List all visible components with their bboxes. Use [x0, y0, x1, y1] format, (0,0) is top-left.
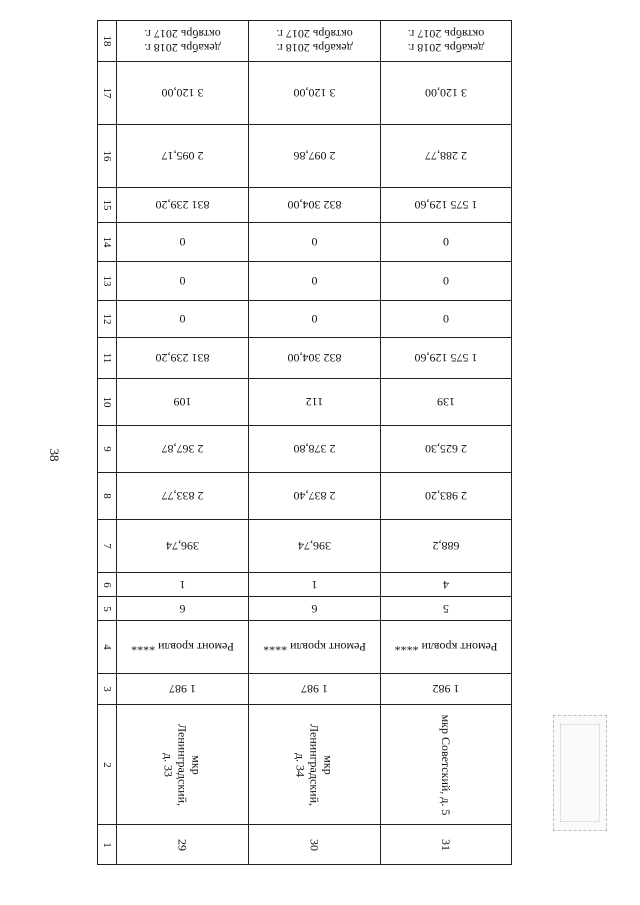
cell-text: 2 837,40 — [293, 489, 336, 503]
table-cell — [249, 520, 381, 573]
table-cell — [117, 21, 249, 62]
table-cell — [381, 262, 512, 301]
table-cell — [117, 573, 249, 597]
cell-text: 2 833,77 — [161, 489, 204, 503]
table-cell — [249, 338, 381, 379]
cell-text: 29 — [175, 838, 190, 851]
cell-line: Ленинградский, — [175, 723, 190, 806]
address-text — [439, 705, 453, 825]
table-row — [98, 473, 512, 520]
cell-text: 0 — [311, 312, 318, 326]
cell-text: 2 378,80 — [293, 442, 336, 456]
column-number: 10 — [101, 396, 113, 408]
column-number: 17 — [101, 87, 113, 99]
table-cell — [381, 705, 512, 825]
column-number-cell — [98, 21, 117, 62]
cell-text: 139 — [437, 395, 455, 409]
table-row — [98, 301, 512, 338]
table-row — [98, 674, 512, 705]
table-cell — [381, 21, 512, 62]
cell-text: 0 — [311, 235, 318, 249]
page-number: 38 — [47, 448, 62, 462]
cell-line: д. 33 — [161, 752, 176, 777]
cell-text: 832 304,00 — [287, 351, 342, 365]
column-number-cell — [98, 62, 117, 125]
cell-text: 0 — [311, 274, 318, 288]
cell-text: 2 367,87 — [161, 442, 204, 456]
column-number-cell — [98, 597, 117, 621]
table-cell — [249, 188, 381, 223]
column-number: 1 — [101, 841, 113, 848]
cell-text: 832 304,00 — [287, 198, 342, 212]
table-cell — [249, 426, 381, 473]
table-row — [98, 379, 512, 426]
table-row — [98, 705, 512, 825]
cell-text: Ремонт кровли **** — [394, 640, 498, 654]
column-number: 16 — [101, 150, 113, 162]
column-number-cell — [98, 188, 117, 223]
column-number-cell — [98, 338, 117, 379]
cell-text — [249, 27, 380, 55]
cell-text: 3 120,00 — [425, 86, 467, 100]
column-number-cell — [98, 125, 117, 188]
column-number: 11 — [101, 352, 113, 364]
cell-text — [117, 27, 248, 55]
cell-text: 0 — [443, 312, 449, 326]
table-cell — [249, 125, 381, 188]
table-cell — [117, 379, 249, 426]
cell-text: 831 239,20 — [155, 198, 210, 212]
cell-text: 0 — [179, 274, 186, 288]
table-cell — [381, 338, 512, 379]
cell-line: декабрь 2018 г. — [407, 41, 485, 55]
column-number: 5 — [101, 605, 113, 612]
column-number: 8 — [101, 493, 113, 499]
cell-text: 2 097,86 — [293, 149, 336, 163]
table-cell — [117, 825, 249, 865]
cell-line: мкр — [189, 754, 204, 775]
cell-text: 30 — [307, 838, 322, 851]
table-cell — [249, 573, 381, 597]
table-cell — [117, 473, 249, 520]
cell-text: 831 239,20 — [155, 351, 210, 365]
column-number-cell — [98, 520, 117, 573]
column-number: 18 — [101, 35, 113, 47]
column-number-cell — [98, 674, 117, 705]
table-cell — [381, 520, 512, 573]
table-cell — [117, 125, 249, 188]
cell-text: 396,74 — [298, 539, 331, 553]
column-number-cell — [98, 262, 117, 301]
table-row — [98, 223, 512, 262]
table-cell — [381, 621, 512, 674]
cell-text: 1 575 129,60 — [414, 198, 478, 212]
table-row — [98, 621, 512, 674]
column-number-cell — [98, 426, 117, 473]
column-number-cell — [98, 573, 117, 597]
table-cell — [249, 621, 381, 674]
cell-line: октябрь 2017 г. — [276, 27, 353, 41]
cell-text: 3 120,00 — [161, 86, 204, 100]
column-number-cell — [98, 379, 117, 426]
cell-text: 1 987 — [301, 682, 328, 696]
repair-schedule-table — [97, 20, 512, 865]
cell-line: мкр — [321, 754, 336, 775]
cell-line: декабрь 2018 г. — [276, 41, 353, 55]
cell-text: 1 982 — [432, 682, 460, 696]
table-cell — [249, 825, 381, 865]
table-cell — [249, 223, 381, 262]
table-cell — [117, 338, 249, 379]
table-cell — [249, 473, 381, 520]
table-row — [98, 520, 512, 573]
table-cell — [381, 573, 512, 597]
table-cell — [117, 223, 249, 262]
table-row — [98, 426, 512, 473]
cell-text — [381, 27, 511, 55]
table-cell — [381, 379, 512, 426]
table-cell — [381, 62, 512, 125]
table-cell — [117, 301, 249, 338]
cell-text: 396,74 — [166, 539, 199, 553]
cell-text: 5 — [443, 601, 449, 616]
cell-text: 109 — [173, 395, 192, 409]
column-number: 15 — [101, 199, 113, 211]
cell-text: 2 288,77 — [425, 149, 467, 163]
table-cell — [381, 473, 512, 520]
column-number-cell — [98, 473, 117, 520]
table-cell — [117, 188, 249, 223]
table-cell — [117, 426, 249, 473]
column-number: 6 — [101, 581, 113, 588]
cell-text: 688,2 — [432, 539, 460, 553]
cell-text: 6 — [179, 601, 186, 616]
address-text — [162, 705, 204, 825]
cell-text: 2 625,30 — [425, 442, 467, 456]
table-cell — [381, 825, 512, 865]
table-cell — [381, 301, 512, 338]
address-text — [294, 705, 336, 825]
cell-line: октябрь 2017 г. — [407, 27, 485, 41]
table-row — [98, 262, 512, 301]
cell-text: 3 120,00 — [293, 86, 336, 100]
column-number-cell — [98, 705, 117, 825]
column-number-cell — [98, 621, 117, 674]
table-cell — [381, 674, 512, 705]
table-cell — [117, 621, 249, 674]
cell-text: 1 575 129,60 — [414, 351, 478, 365]
table-cell — [249, 62, 381, 125]
table-row — [98, 188, 512, 223]
column-number-cell — [98, 825, 117, 865]
table-row — [98, 573, 512, 597]
cell-text: 1 — [179, 577, 186, 592]
cell-text: 2 095,17 — [161, 149, 204, 163]
cell-text: 31 — [439, 838, 453, 851]
cell-text: 4 — [443, 577, 449, 592]
table-cell — [381, 426, 512, 473]
table-cell — [381, 125, 512, 188]
cell-text: Ремонт кровли **** — [263, 640, 366, 654]
table-row — [98, 825, 512, 865]
table-cell — [249, 301, 381, 338]
table-row — [98, 338, 512, 379]
cell-line: Ленинградский, — [307, 723, 322, 806]
table-cell — [381, 188, 512, 223]
table-cell — [381, 597, 512, 621]
table-cell — [117, 674, 249, 705]
column-number: 7 — [101, 543, 113, 549]
table-row — [98, 125, 512, 188]
table-cell — [117, 62, 249, 125]
table-cell — [117, 520, 249, 573]
column-number: 9 — [101, 446, 113, 452]
column-number: 3 — [101, 686, 113, 692]
table-cell — [249, 705, 381, 825]
table-cell — [249, 21, 381, 62]
column-number: 2 — [101, 761, 113, 768]
cell-line: д. 34 — [293, 752, 308, 777]
table-cell — [117, 262, 249, 301]
cell-text: 112 — [305, 395, 324, 409]
column-number: 14 — [101, 236, 113, 248]
cell-text: 0 — [179, 235, 186, 249]
table-cell — [249, 379, 381, 426]
table-cell — [117, 705, 249, 825]
table-row — [98, 62, 512, 125]
cell-text: 0 — [443, 274, 449, 288]
cell-line: мкр Советский, д. 5 — [439, 714, 453, 815]
cell-text: 2 983,20 — [425, 489, 467, 503]
table-cell — [249, 597, 381, 621]
cell-text: 1 — [311, 577, 318, 592]
table-cell — [381, 223, 512, 262]
cell-text: 0 — [443, 235, 449, 249]
table-row — [98, 597, 512, 621]
stamp-mark — [553, 715, 607, 831]
column-number-cell — [98, 223, 117, 262]
cell-line: октябрь 2017 г. — [144, 27, 221, 41]
table-cell — [249, 262, 381, 301]
column-number-cell — [98, 301, 117, 338]
cell-line: декабрь 2018 г. — [144, 41, 221, 55]
column-number: 4 — [101, 644, 113, 650]
column-number: 12 — [101, 313, 113, 325]
cell-text: 0 — [179, 312, 186, 326]
cell-text: 6 — [311, 601, 318, 616]
cell-text: 1 987 — [169, 682, 196, 696]
table-cell — [249, 674, 381, 705]
cell-text: Ремонт кровли **** — [131, 640, 234, 654]
column-number: 13 — [101, 275, 113, 287]
table-cell — [117, 597, 249, 621]
table-row — [98, 21, 512, 62]
